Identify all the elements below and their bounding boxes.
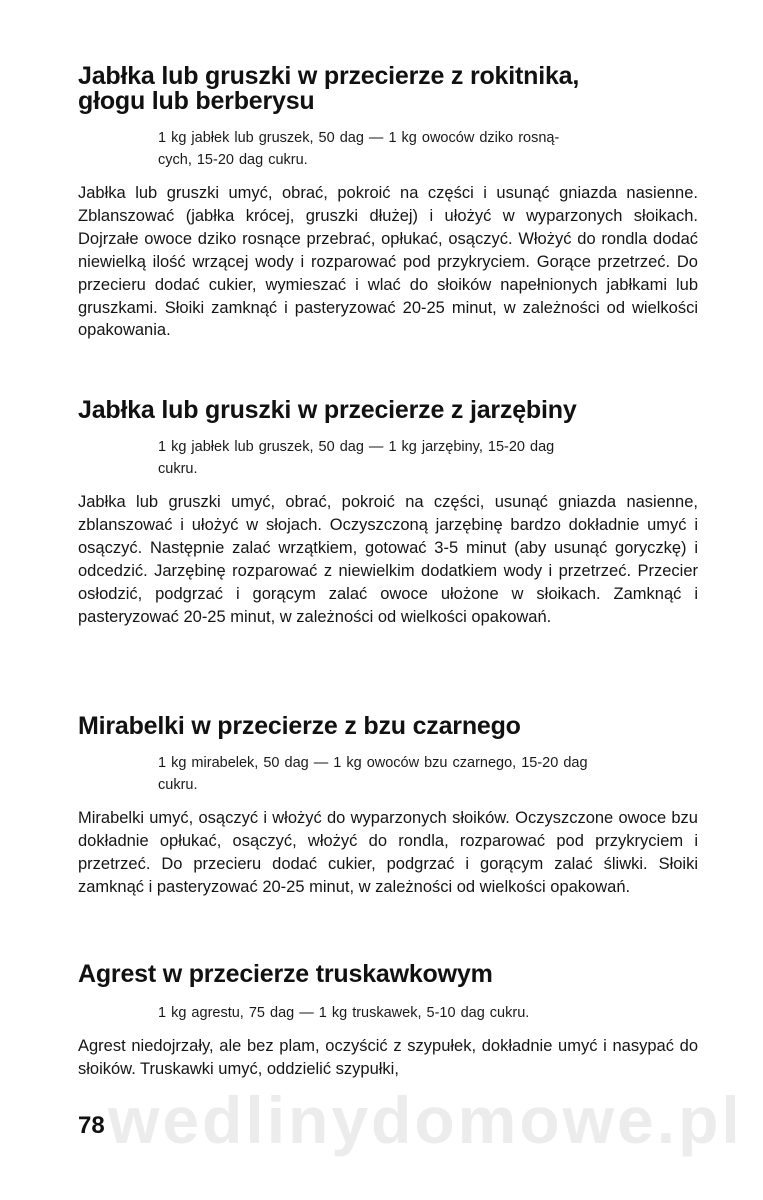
recipe-instructions: Jabłka lub gruszki umyć, obrać, pokroić na części, usunąć gniazda nasienne, zblanszować i ułożyć w słojach. Oczyszczoną jarzębinę bardzo dokładnie umyć i osączyć. Następnie zalać wrzątkiem, gotować 3-5 minut (aby usunąć goryczkę) i odcedzić. Jarzębinę rozparować z niewielkim dodatkiem wody i przetrzeć. Przecier osłodzić, podgrzać i gorącym zalać owoce ułożone w słoikach. Zamknąć i pasteryzować 20-25 minut, w zależności od wielkości opakowań. xyxy=(78,493,698,626)
recipe-instructions: Jabłka lub gruszki umyć, obrać, pokroić na części i usunąć gniazda nasienne. Zblanszować (jabłka krócej, gruszki dłużej) i ułożyć w wyparzonych słoikach. Dojrzałe owoce dziko rosnące przebrać, opłukać, osączyć. Włożyć do rondla dodać niewielką ilość wrzącej wody i rozparować pod przykryciem. Gorące przetrzeć. Do przecieru dodać cukier, wymieszać i wlać do słoików napełnionych jabłkami lub gruszkami. Słoiki zamknąć i pasteryzować 20-25 minut, w zależności od wielkości opakowania. xyxy=(78,184,698,340)
recipe-instructions: Mirabelki umyć, osączyć i włożyć do wyparzonych słoików. Oczyszczone owoce bzu dokładnie opłukać, osączyć, włożyć do rondla, rozparować pod przykryciem i przetrzeć. Do przecieru dodać cukier, podgrzać i gorącym zalać śliwki. Słoiki zamknąć i pasteryzować 20-25 minut, w zależności od wielkości opakowań. xyxy=(78,809,698,896)
recipe-instructions: Agrest niedojrzały, ale bez plam, oczyścić z szypułek, dokładnie umyć i nasypać do słoików. Truskawki umyć, oddzielić szypułki, xyxy=(78,1037,698,1078)
ingredients-line: 1 kg jabłek lub gruszek, 50 dag — 1 kg jarzębiny, 15-20 dag xyxy=(158,439,555,455)
ingredients-line: 1 kg agrestu, 75 dag — 1 kg truskawek, 5-10 dag cukru. xyxy=(158,1005,530,1021)
recipe-section xyxy=(78,714,698,899)
ingredients-line: cukru. xyxy=(158,461,198,477)
recipe-title-line: Jabłka lub gruszki w przecierze z rokitnika, xyxy=(78,62,580,90)
ingredients-line: 1 kg mirabelek, 50 dag — 1 kg owoców bzu czarnego, 15-20 dag xyxy=(158,755,588,771)
recipe-title-line: Mirabelki w przecierze z bzu czarnego xyxy=(78,712,521,740)
ingredients-line: cukru. xyxy=(158,777,198,793)
recipe-title-line: Jabłka lub gruszki w przecierze z jarzębiny xyxy=(78,396,577,424)
watermark: wedlinydomowe.pl xyxy=(108,1083,743,1157)
recipe-title-line: Agrest w przecierze truskawkowym xyxy=(78,960,493,988)
recipe-title xyxy=(78,714,698,739)
recipe-title xyxy=(78,962,698,987)
recipe-title-line: głogu lub berberysu xyxy=(78,87,315,115)
recipe-ingredients xyxy=(78,127,698,171)
ingredients-line: cych, 15-20 dag cukru. xyxy=(158,152,308,168)
recipe-section xyxy=(78,962,698,1081)
recipe-title xyxy=(78,398,698,423)
recipe-section xyxy=(78,64,698,342)
ingredients-line: 1 kg jabłek lub gruszek, 50 dag — 1 kg owoców dziko rosną- xyxy=(158,130,560,146)
recipe-ingredients xyxy=(78,752,698,796)
recipe-title xyxy=(78,64,698,114)
page-number: 78 xyxy=(78,1112,105,1139)
recipe-section xyxy=(78,398,698,628)
recipe-ingredients xyxy=(78,436,698,480)
recipe-ingredients xyxy=(78,1002,698,1024)
